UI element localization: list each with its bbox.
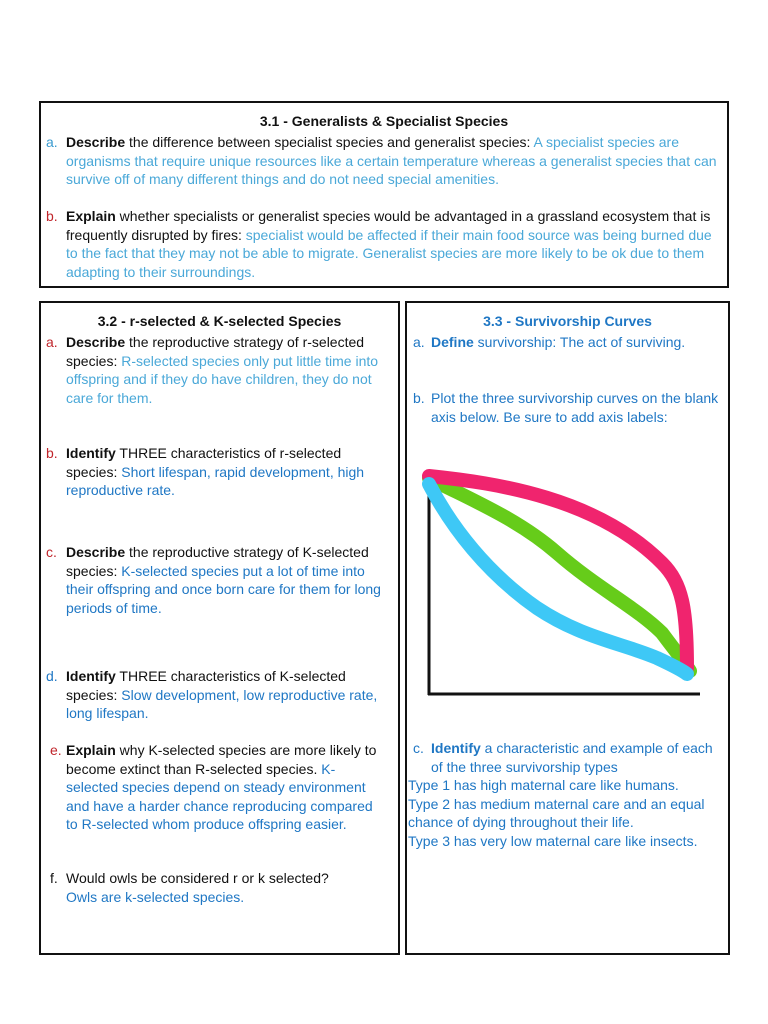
marker-c: c. [46,544,57,560]
section-3-3-box [405,301,730,955]
question-text: whether specialists or generalist species would be advantaged in a grassland ecosystem that is frequently disrupted by fires: [66,208,711,243]
section-3-2-box [39,301,400,955]
section-3-1-title: 3.1 - Generalists & Specialist Species [259,113,509,129]
question-text: the reproductive strategy of r-selected species: [66,334,365,369]
marker-c: c. [413,740,424,756]
marker-f: f. [50,870,58,886]
answer-text: Slow development, low reproductive rate, long lifespan. [66,686,378,721]
marker-a: a. [413,334,425,350]
keyword-explain: Explain [66,208,116,224]
answer-type-3: Type 3 has very low maternal care like insects. [408,832,698,849]
answer-text: Owls are k-selected species. [66,888,245,905]
answer-type-2: Type 2 has medium maternal care and an equal chance of dying throughout their life. [408,795,705,830]
question-3-1-a [46,133,723,189]
question-text: Would owls be considered r or k selected? [66,870,329,886]
question-3-2-f [50,869,386,906]
answer-text: specialist would be affected if their main food source was being burned due to the fact that they may not be able to migrate. Generalist species are more likely to be ok due to them adapting to their surroundings. [66,226,712,280]
type-3-curve-cyan [429,484,687,674]
marker-b: b. [46,445,58,461]
section-3-2-title: 3.2 - r-selected & K-selected Species [97,313,342,329]
question-text: why K-selected species are more likely to become extinct than R-selected species. [66,742,377,777]
keyword-identify: Identify [66,445,116,461]
question-3-3-c [413,739,720,776]
question-3-1-b [46,207,723,281]
keyword-describe: Describe [66,334,126,350]
question-text: survivorship: The act of surviving. [473,334,686,350]
question-text: the difference between specialist species and generalist species: [125,134,534,150]
question-text: THREE characteristics of r-selected species: [66,445,342,480]
question-3-2-b [46,444,386,500]
question-3-3-b [413,389,720,426]
keyword-describe: Describe [66,134,126,150]
question-text: a characteristic and example of each of the three survivorship types [431,740,713,775]
section-3-1-box [39,101,729,288]
question-text: Plot the three survivorship curves on the blank axis below. Be sure to add axis labels: [431,390,719,425]
answer-text: Short lifespan, rapid development, high reproductive rate. [66,463,365,498]
keyword-describe: Describe [66,544,126,560]
answer-type-1: Type 1 has high maternal care like humans. [408,777,679,793]
marker-e: e. [50,742,62,758]
answer-text: R-selected species only put little time into offspring and if they do have children, they do not care for them. [66,352,379,406]
keyword-identify: Identify [431,740,481,756]
marker-a: a. [46,134,58,150]
marker-b: b. [413,390,425,406]
answers-3-3-c [408,776,720,850]
question-3-2-d [46,667,386,723]
marker-a: a. [46,334,58,350]
question-text: THREE characteristics of K-selected species: [66,668,346,703]
marker-b: b. [46,208,58,224]
marker-d: d. [46,668,58,684]
keyword-identify: Identify [66,668,116,684]
section-3-3-title: 3.3 - Survivorship Curves [483,313,652,329]
question-3-2-a [46,333,386,407]
answer-text: K-selected species depend on steady environment and have a harder chance reproducing compared to R-selected whom produce offspring easier. [66,760,373,832]
answer-text: A specialist species are organisms that require unique resources like a certain temperature whereas a generalist species that can survive off of many different things and do not need special amenities. [66,134,717,187]
keyword-explain: Explain [66,742,116,758]
question-3-2-e [50,741,386,834]
survivorship-graph [407,458,732,718]
answer-text: K-selected species put a lot of time into their offspring and once born care for them for long periods of time. [66,562,381,616]
question-3-3-a [413,333,720,352]
question-3-2-c [46,543,386,617]
keyword-define: Define [431,334,474,350]
question-text: the reproductive strategy of K-selected species: [66,544,369,579]
